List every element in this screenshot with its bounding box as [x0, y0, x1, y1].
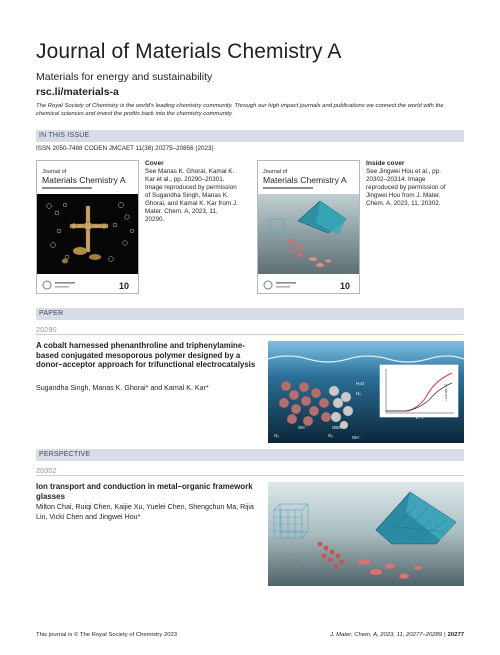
label-o2-mid: O₂	[328, 433, 334, 438]
page-number-20302: 20302	[36, 466, 57, 475]
inside-cover-journal-line1: Journal of	[263, 169, 288, 175]
paper-graphic	[268, 341, 464, 443]
footer-copyright: This journal is © The Royal Society of Chemistry 2023	[36, 632, 178, 638]
inside-cover-description: See Jingwei Hou et al., pp. 20302–20314. Image reproduced by permission of Jingwei Hou from J. Mater. Chem. A, 2023, 11, 20302.	[366, 168, 446, 207]
rule-perspective	[36, 475, 464, 476]
paper-title[interactable]: A cobalt harnessed phenanthroline and triphenylamine-based conjugated mesoporous polymer designed by a donor–acceptor approach for trifunctional electrocatalysis	[36, 341, 256, 370]
e-axis-label: E / V	[416, 416, 424, 420]
journal-subtitle: Materials for energy and sustainability	[36, 71, 213, 83]
cover-thumbnail[interactable]	[36, 160, 139, 294]
perspective-graphical-abstract[interactable]	[268, 482, 464, 586]
footer-page-number: 20277	[447, 632, 464, 638]
label-oh-left: OH⁻	[298, 425, 307, 430]
perspective-title[interactable]: Ion transport and conduction in metal–organic framework glasses	[36, 482, 253, 501]
inside-cover-illustration	[258, 161, 360, 294]
inside-cover-info	[366, 160, 459, 208]
svg-text:10: 10	[119, 281, 130, 291]
cover-label: Cover	[145, 160, 164, 167]
paper-authors: Sugandha Singh, Manas K. Ghorai* and Kamal K. Kar*	[36, 384, 209, 392]
inside-cover-journal-line2: Materials Chemistry A	[263, 175, 347, 185]
journal-url-link[interactable]: rsc.li/materials-a	[36, 86, 119, 98]
issn-line: ISSN 2050-7488 CODEN JMCAET 11(38) 20275–20856 (2023)	[36, 145, 214, 152]
perspective-authors: Milton Chai, Ruiqi Chen, Kaijie Xu, Yuelei Chen, Shengchun Ma, Rijia Lin, Vicki Chen and Jingwei Hou*	[36, 503, 254, 521]
section-bar-perspective: PERSPECTIVE	[36, 449, 464, 461]
label-oh-right: OH⁻	[352, 435, 361, 440]
cover-info	[145, 160, 238, 224]
inside-cover-thumbnail[interactable]	[257, 160, 360, 294]
journal-description: The Royal Society of Chemistry is the world's leading chemistry community. Through our high impact journals and publications we connect the world with the chemical sciences and invest the profits back into the chemistry community.	[36, 103, 444, 117]
label-o2-left: O₂	[274, 433, 280, 438]
inside-cover-label: Inside cover	[366, 160, 405, 167]
paper-graphical-abstract[interactable]	[268, 341, 464, 443]
label-h2: H₂	[356, 391, 361, 396]
footer-citation	[330, 632, 464, 638]
cover-journal-line1: Journal of	[42, 169, 67, 175]
section-bar-in-this-issue: IN THIS ISSUE	[36, 130, 464, 142]
perspective-graphic	[268, 482, 464, 586]
footer-citation-text: J. Mater. Chem. A, 2023, 11, 20277–20289	[329, 632, 443, 638]
journal-title: Journal of Materials Chemistry A	[36, 40, 342, 63]
cover-journal-line2: Materials Chemistry A	[42, 175, 126, 185]
page-number-20290: 20290	[36, 325, 57, 334]
section-bar-paper: PAPER	[36, 308, 464, 320]
j-axis-label: j / mA cm⁻²	[444, 384, 448, 402]
svg-text:10: 10	[340, 281, 351, 291]
label-h2o: H₂O	[356, 381, 365, 386]
rule-paper	[36, 334, 464, 335]
footer-separator: |	[444, 632, 446, 638]
label-oer: OER	[332, 425, 342, 430]
cover-description: See Manas K. Ghorai, Kamal K. Kar et al., pp. 20290–20301. Image reproduced by permission of Sugandha Singh, Manas K. Ghorai, and Kamal K. Kar from J. Mater. Chem. A, 2023, 11, 20290.	[145, 168, 238, 223]
cover-illustration	[37, 161, 139, 294]
